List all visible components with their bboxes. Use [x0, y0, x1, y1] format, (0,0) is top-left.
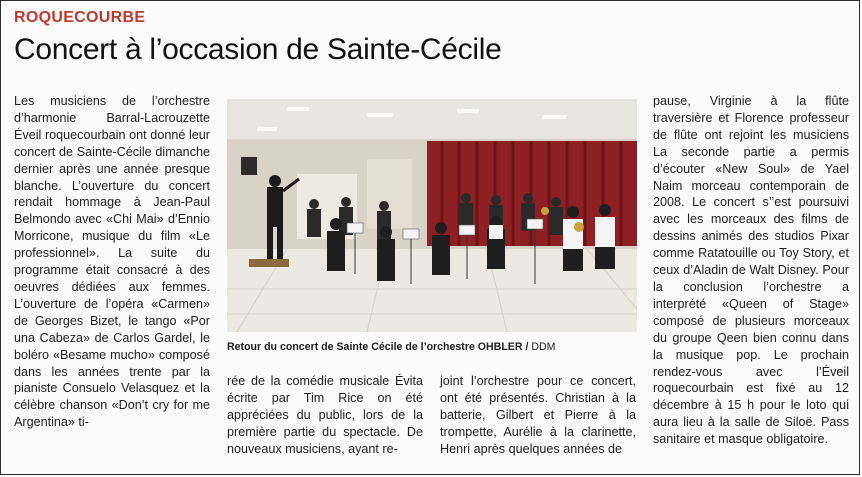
caption-title: Retour du concert de Sainte Cécile de l’orchestre OHBLER /: [227, 341, 529, 353]
caption-credit: DDM: [528, 341, 556, 353]
section-kicker: ROQUECOURBE: [14, 9, 146, 26]
article-column-2: rée de la comédie musicale Évita écrite par Tim Rice on été appréciées du public, lors de la première partie du spectacle. De nouveaux musiciens, ayant re-: [227, 374, 423, 456]
concert-photo: [227, 99, 637, 332]
photo-caption: [227, 341, 647, 353]
article-column-1: Les musiciens de l’orchestre d’harmonie Barral-Lacrouzette Éveil roquecourbain ont donné leur concert de Sainte-Cécile dimanche dernier après une année presque blanche. L’ouverture du concert rendait hommage à Jean-Paul Belmondo avec «Chi Mai» d’Ennio Morricone, musique du film «Le professionnel». La suite du programme était consacré à des oeuvres dédiées aux femmes. L’ouverture de l’opéra «Carmen» de Georges Bizet, le tango «Por una Cabeza» de Carlos Gardel, le boléro «Besame mucho» composé dans les années trente par la pianiste Consuelo Velasquez et la célèbre chanson «Don’t cry for me Argentina» ti-: [14, 94, 210, 430]
article-column-4: pause, Virginie à la flûte traversière et Florence professeur de flûte ont rejoint les musiciens La seconde partie a permis d’écouter «New Soul» de Yael Naim morceau contemporain de 2008. Le concert s’’est poursuivi avec les morceaux des films de dessins animés des studios Pixar comme Ratatouille ou Toy Story, et ceux d’Aladin de Walt Disney. Pour la conclusion l’orchestre a interprété «Queen of Stage» composé de plusieurs morceaux du groupe Qeen bien connu dans la musique pop. Le prochain rendez-vous avec l’Éveil roquecourbain est fixé au 12 décembre à 15 h pour le loto qui aura lieu à la salle de Siloë. Pass sanitaire et masque obligatoire.: [653, 94, 849, 447]
article-column-3: joint l’orchestre pour ce concert, ont été présentés. Christian à la batterie, Gilbert et Pierre à la trompette, Aurélie à la clarinette, Henri après quelques années de: [440, 374, 636, 456]
article-headline: Concert à l’occasion de Sainte-Cécile: [14, 33, 502, 66]
